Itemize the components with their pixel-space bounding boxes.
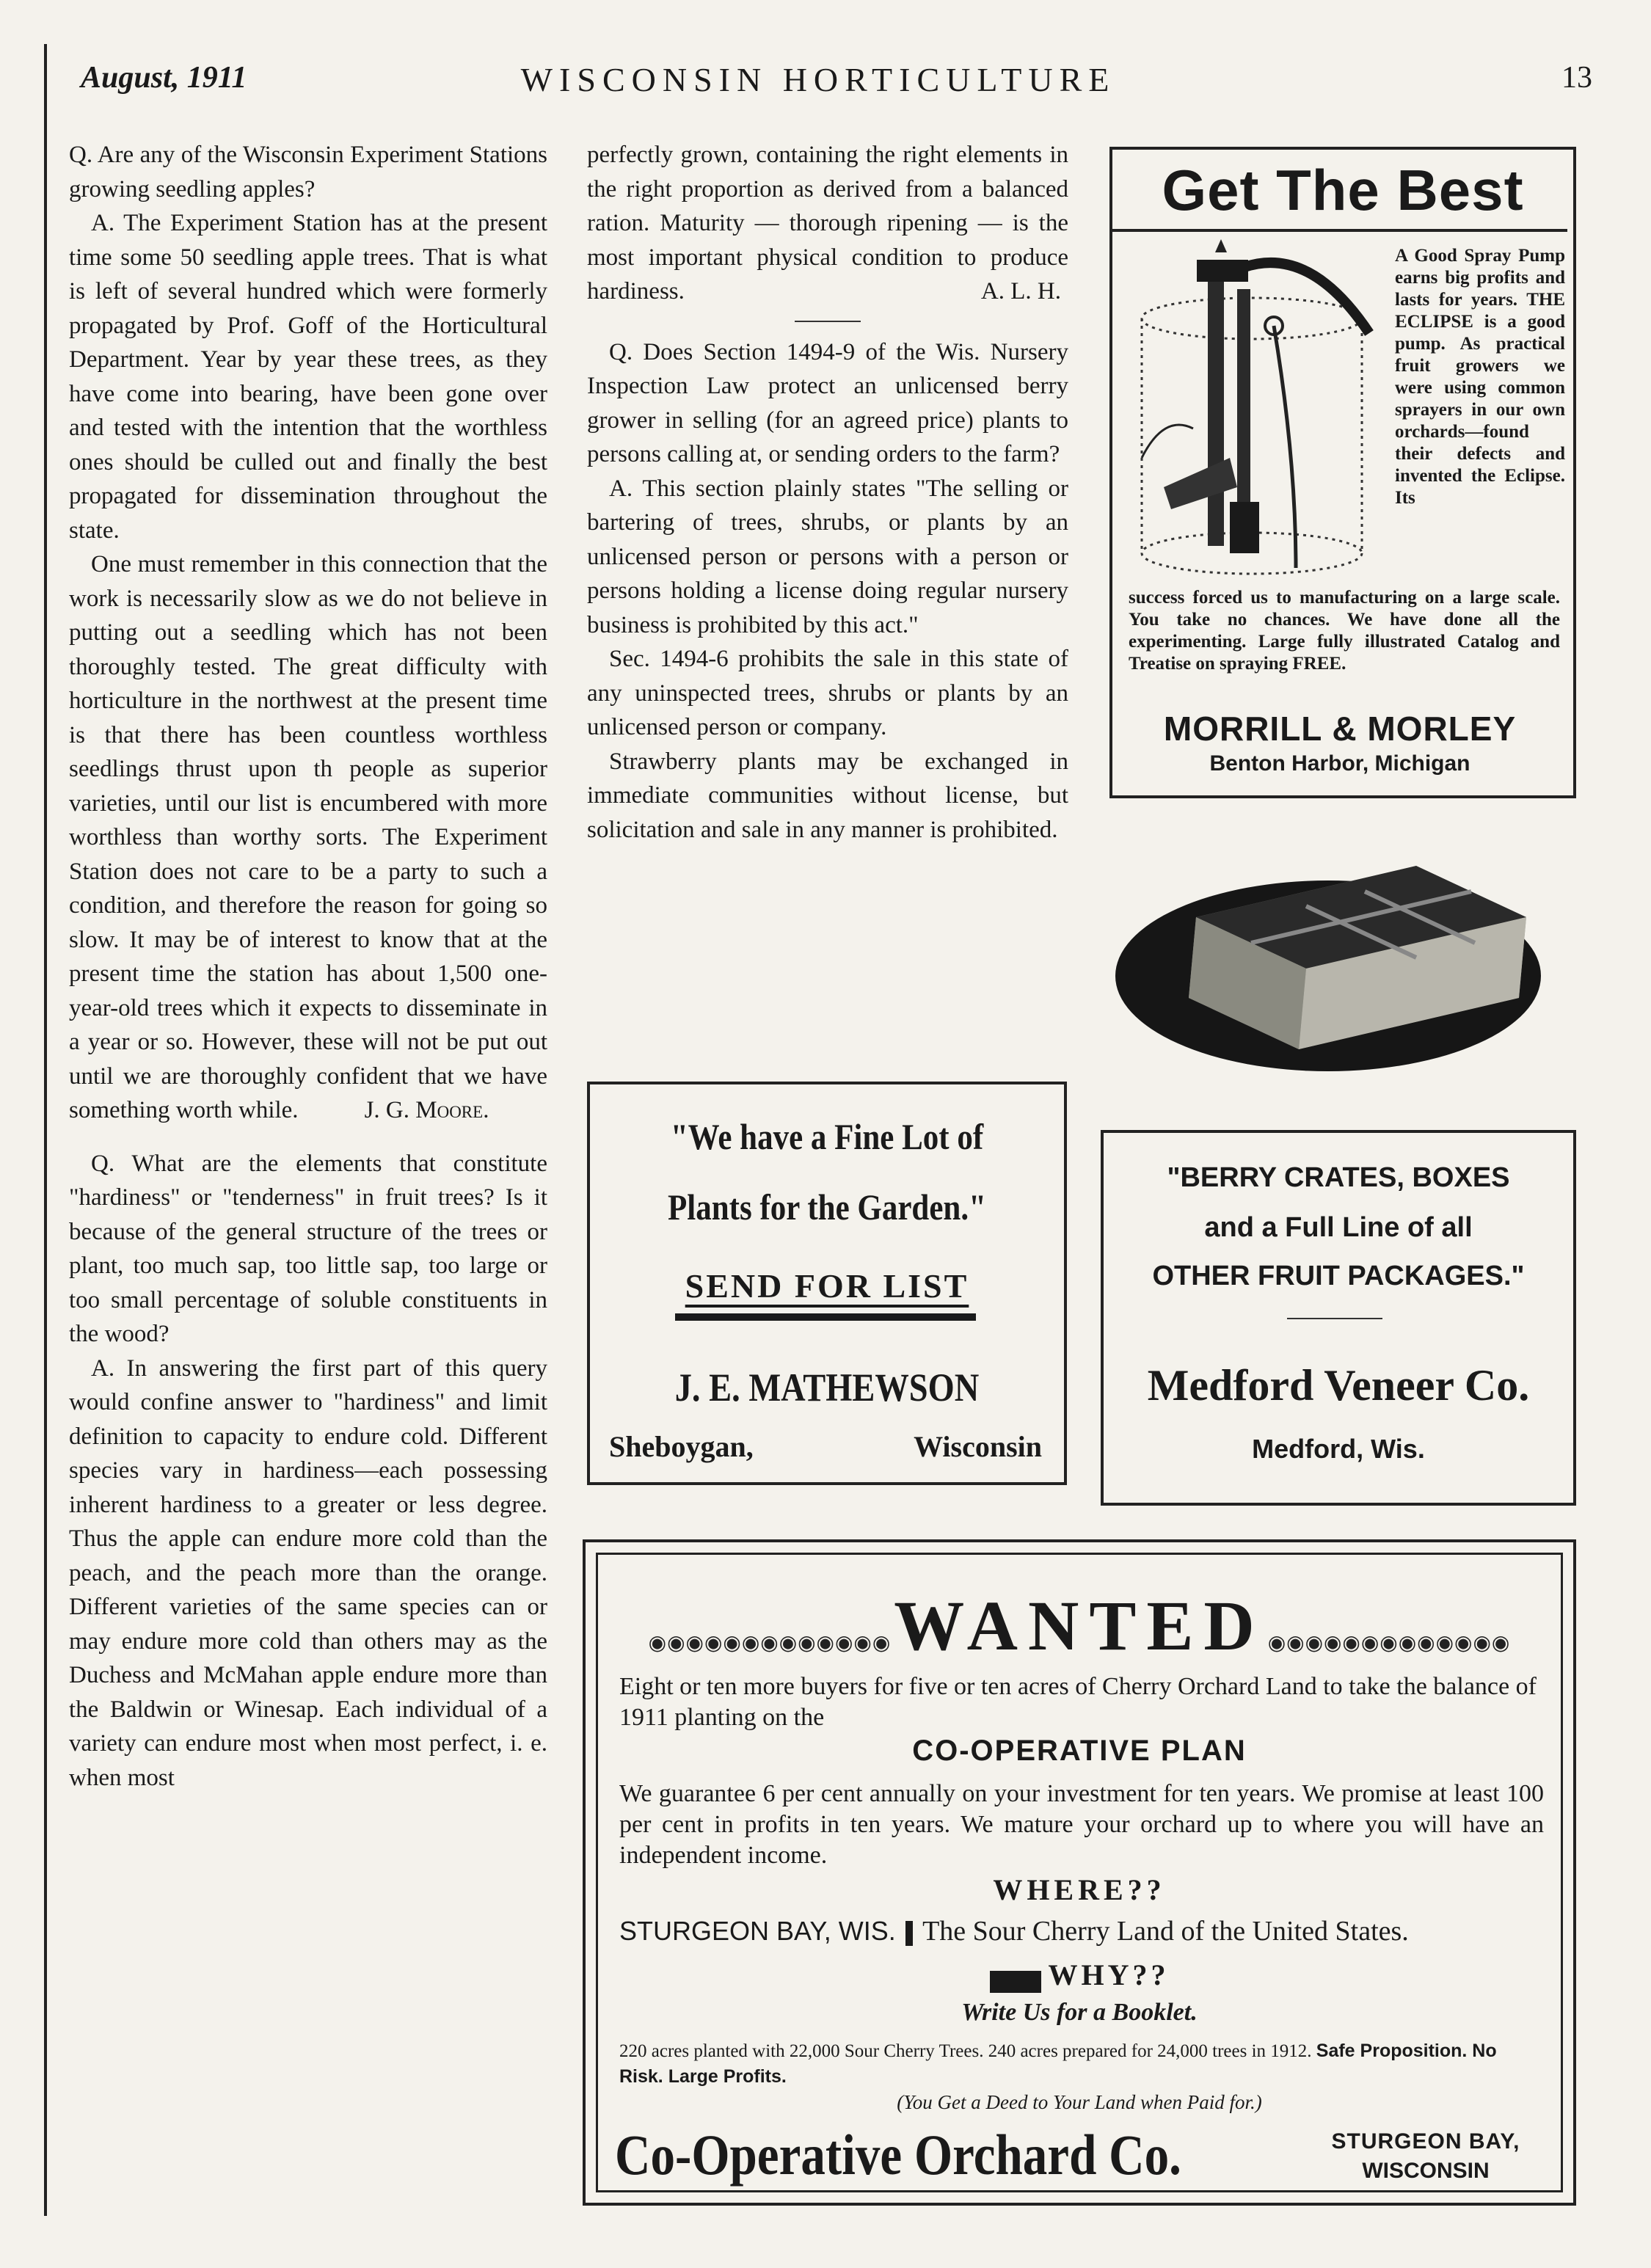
- wanted-ad-company-state: WISCONSIN: [1362, 2159, 1490, 2183]
- wanted-ad-intro: Eight or ten more buyers for five or ten acres of Cherry Orchard Land to take the balance of 1911 planting on the: [619, 1673, 1537, 1731]
- crates-ad-line3: OTHER FRUIT PACKAGES.": [1152, 1261, 1525, 1291]
- signature-alh: A. L. H.: [980, 278, 1061, 305]
- garden-plants-ad: [587, 1082, 1067, 1485]
- pump-ad-title-rule: [1112, 229, 1567, 232]
- berry-crate-illustration: [1108, 829, 1578, 1079]
- crates-ad-line1: "BERRY CRATES, BOXES: [1167, 1162, 1510, 1193]
- page-header: [44, 60, 1592, 104]
- wanted-ad-deed: (You Get a Deed to Your Land when Paid for.): [897, 2091, 1262, 2113]
- wanted-ad-facts-block: [619, 2038, 1544, 2090]
- pump-ad-firm: MORRILL & MORLEY: [1163, 710, 1517, 748]
- garden-ad-send-for-list: SEND FOR LIST: [685, 1267, 969, 1305]
- spray-pump-illustration: [1127, 238, 1391, 583]
- wanted-ad-where: WHERE??: [993, 1873, 1166, 1906]
- wanted-ad-place: STURGEON BAY, WIS.: [619, 1916, 896, 1946]
- answer-hardiness: A. In answering the first part of this query would confine answer to "hardiness" and limit definition to capacity to endure cold. Different species vary in hardiness—each possessing inherent hardiness to a greater or less degree. Thus the apple can endure more cold than the peach, and the peach more than the orange. Different varieties of the same species can or may endure more cold than others may as the Duchess and McMahan apple endure more than the Baldwin or Winesap. Each individual of a variety can endure most when most perfect, i. e. when most: [69, 1354, 547, 1791]
- berry-crates-ad: [1101, 1130, 1576, 1506]
- wanted-ad-why: WHY??: [1048, 1958, 1170, 1991]
- paragraph-slow-work-text: One must remember in this connection that the work is necessarily slow as we do not believe in putting out a seedling which has not been thoroughly tested. The great difficulty with horticulture in the northwest at the present time is that there has been countless worthless seedlings thrust upon th people as superior varieties, until our list is encumbered with more worthless than worthy sorts. The Experiment Station does not care to be a party to such a condition, and therefore the reason for going so slow. It may be of interest to know that at the present time the station has about 1,500 one-year-old trees which it expects to disseminate in a year or so. However, these will not be put out until we are thoroughly confident that we have something worth while.: [69, 551, 547, 1123]
- garden-ad-city: Sheboygan,: [609, 1430, 754, 1463]
- wanted-heading: WANTED: [894, 1586, 1265, 1665]
- garden-ad-name: J. E. MATHEWSON: [674, 1365, 980, 1410]
- crates-ad-line2: and a Full Line of all: [1204, 1212, 1473, 1243]
- crates-ad-firm: Medford Veneer Co.: [1147, 1361, 1530, 1410]
- pump-ad-title: Get The Best: [1162, 158, 1524, 222]
- text-column-left: [69, 138, 547, 1795]
- left-margin-rule: [44, 44, 47, 2216]
- wanted-ad-heading-row: [615, 1585, 1544, 1666]
- section-divider: [795, 321, 861, 322]
- garden-ad-line2: Plants for the Garden.": [668, 1186, 986, 1228]
- journal-title: WISCONSIN HORTICULTURE: [520, 61, 1116, 98]
- paragraph-strawberry: Strawberry plants may be exchanged in immediate communities without license, but solicitation and sale in any manner is prohibited.: [587, 748, 1068, 843]
- pump-ad-side-text: A Good Spray Pump earns big profits and lasts for years. THE ECLIPSE is a good pump. As practical fruit growers we were using common sprayers in our own orchards—found their defects and invented the Eclipse. Its: [1395, 246, 1565, 508]
- text-column-middle: [587, 138, 1068, 847]
- question-hardiness: Q. What are the elements that constitute "hardiness" or "tenderness" in fruit trees? Is it because of the general structure of the trees or plant, too much sap, too little sap, too large or too small percentage of soluble constituents in the wood?: [69, 1150, 547, 1347]
- garden-ad-bar: [675, 1313, 976, 1321]
- crates-ad-divider: [1287, 1318, 1382, 1319]
- issue-date: August, 1911: [81, 61, 247, 95]
- wanted-dots-left: ◉◉◉◉◉◉◉◉◉◉◉◉◉: [648, 1632, 892, 1655]
- answer-seedling-apples: A. The Experiment Station has at the present time some 50 seedling apple trees. That is what is left of several hundred which were formerly propagated by Prof. Goff of the Horticultural Department. Year by year these trees, as they have come into bearing, have been gone over and tested with the intention that the worthless ones should be culled out and finally the best propagated for dissemination throughout the state.: [69, 210, 547, 544]
- ink-mark: [990, 1971, 1041, 1993]
- garden-ad-state: Wisconsin: [914, 1430, 1042, 1463]
- wanted-ad-facts-bold: Safe Proposition. No Risk. Large Profits.: [619, 2041, 1497, 2087]
- paragraph-hardiness-cont: [587, 138, 1068, 309]
- paragraph-section-1494-6: Sec. 1494-6 prohibits the sale in this state of any uninspected trees, shrubs or plants by an unlicensed person or company.: [587, 646, 1068, 740]
- pump-ad-city: Benton Harbor, Michigan: [1209, 751, 1470, 776]
- wanted-ad-place-row: [619, 1915, 1544, 1947]
- wanted-ad-place-desc: The Sour Cherry Land of the United States.: [922, 1916, 1409, 1947]
- wanted-ad-write: Write Us for a Booklet.: [961, 1999, 1198, 2026]
- question-nursery-law: Q. Does Section 1494-9 of the Wis. Nursery Inspection Law protect an unlicensed berry grower in selling (for an agreed price) plants to persons calling at, or sending orders to the farm?: [587, 338, 1068, 467]
- paragraph-hardiness-cont-text: perfectly grown, containing the right elements in the right proportion as derived from a balanced ration. Maturity — thorough ripening — is the most important physical condition to produce hardiness.: [587, 142, 1068, 305]
- answer-nursery-law: A. This section plainly states "The selling or bartering of trees, shrubs, or plants by an unlicensed person or persons with a person or persons holding a license doing regular nursery business is prohibited by this act.": [587, 475, 1068, 638]
- pump-ad-body-text: success forced us to manufacturing on a large scale. You take no chances. We have done all the experimenting. Large fully illustrated Catalog and Treatise on spraying FREE.: [1129, 588, 1560, 674]
- wanted-ad-plan: CO-OPERATIVE PLAN: [912, 1735, 1247, 1767]
- wanted-ad-facts: 220 acres planted with 22,000 Sour Cherry Trees. 240 acres prepared for 24,000 trees in 1912.: [619, 2041, 1312, 2061]
- wanted-ad-company-city: STURGEON BAY,: [1331, 2129, 1520, 2154]
- question-seedling-apples: Q. Are any of the Wisconsin Experiment Stations growing seedling apples?: [69, 142, 547, 203]
- wanted-ad: [583, 1539, 1576, 2206]
- ink-mark: [905, 1921, 913, 1946]
- wanted-ad-why-row: [586, 1958, 1573, 1993]
- signature-moore: J. G. Moore.: [364, 1097, 489, 1123]
- spray-pump-ad: [1109, 147, 1576, 798]
- wanted-dots-right: ◉◉◉◉◉◉◉◉◉◉◉◉◉: [1267, 1632, 1511, 1655]
- garden-ad-line1: "We have a Fine Lot of: [670, 1116, 984, 1157]
- crates-ad-city: Medford, Wis.: [1252, 1434, 1425, 1464]
- paragraph-slow-work: [69, 547, 547, 1128]
- wanted-ad-guarantee: We guarantee 6 per cent annually on your investment for ten years. We promise at least 100 per cent in profits in ten years. We mature your orchard up to where you will have an independent income.: [619, 1780, 1544, 1869]
- wanted-ad-company: Co-Operative Orchard Co.: [615, 2123, 1181, 2187]
- page-number: 13: [1561, 61, 1592, 95]
